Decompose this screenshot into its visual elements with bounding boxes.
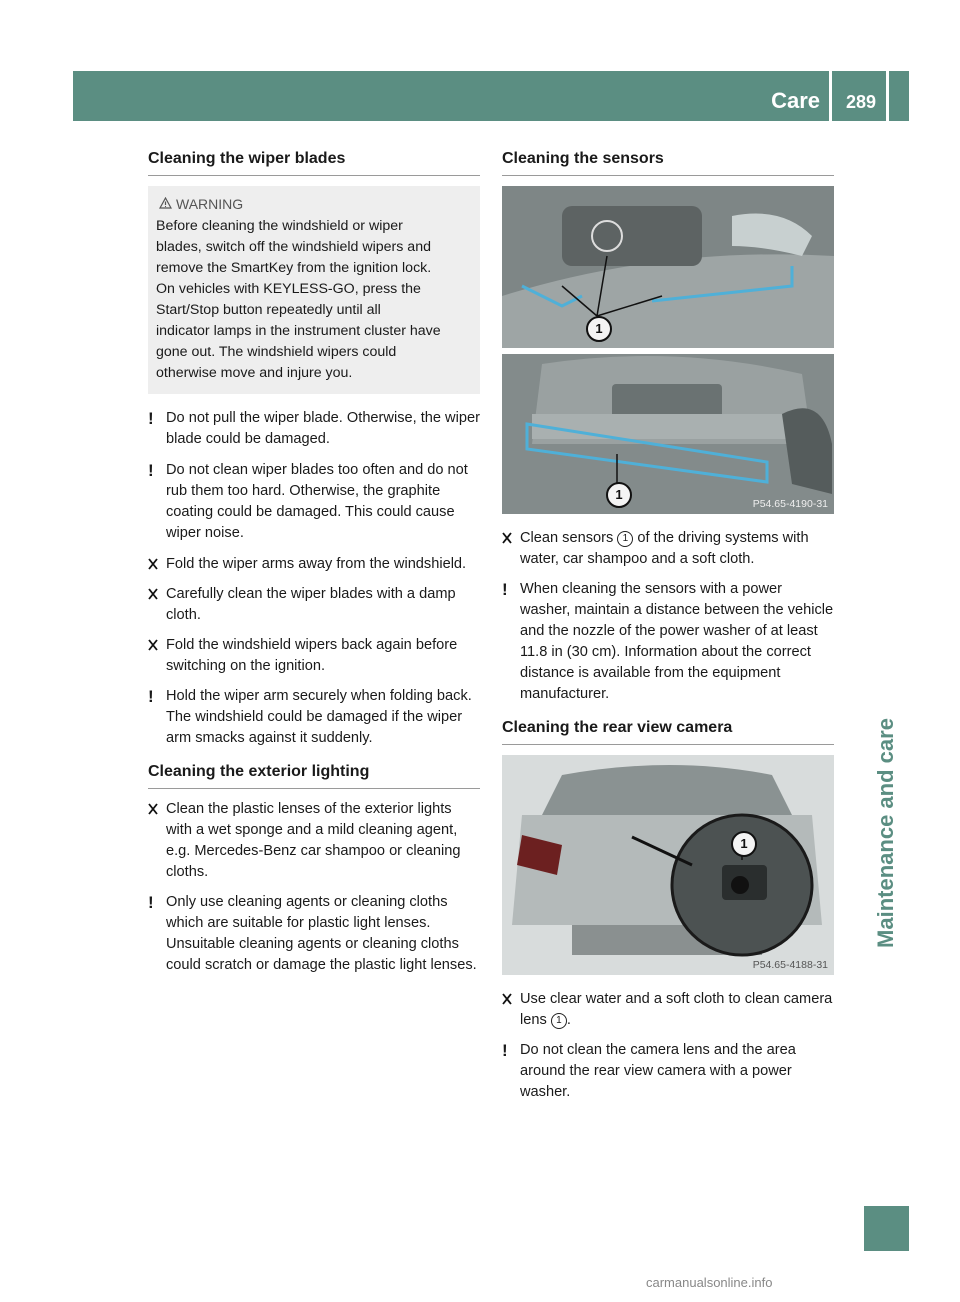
exclamation-icon: ! <box>148 461 154 480</box>
footer-watermark: carmanualsonline.info <box>646 1275 773 1290</box>
exclamation-icon: ! <box>502 580 508 599</box>
section-heading-sensors: Cleaning the sensors <box>502 150 834 176</box>
warning-triangle-icon <box>159 196 172 212</box>
step-text: Carefully clean the wiper blades with a damp cloth. <box>166 586 456 623</box>
step-text: Fold the wiper arms away from the windshield. <box>166 556 467 572</box>
note-text: Do not clean the camera lens and the area around the rear view camera with a power washer. <box>520 1042 796 1100</box>
step-arrow-icon <box>148 803 158 815</box>
exclamation-icon: ! <box>148 893 154 912</box>
instruction-step <box>148 635 480 677</box>
front-bumper-image <box>502 186 834 348</box>
step-text-part: Use clear water and a soft cloth to clean camera lens <box>520 991 833 1028</box>
note-text: When cleaning the sensors with a power washer, maintain a distance between the vehicle and the nozzle of the power washer of at least 11.8 in (30 cm). Information about the correct distance is available from the equipment manufacturer. <box>520 581 834 702</box>
step-text-part: Clean sensors <box>520 530 614 546</box>
caution-note <box>148 408 480 450</box>
step-arrow-icon <box>148 639 158 651</box>
exclamation-icon: ! <box>148 409 154 428</box>
callout-ref: 1 <box>551 1013 567 1029</box>
step-text <box>520 989 834 1031</box>
step-arrow-icon <box>148 588 158 600</box>
callout-ref: 1 <box>617 531 633 547</box>
note-text: Only use cleaning agents or cleaning cloths which are suitable for plastic light lenses. Unsuitable cleaning agents or cleaning cloths could scratch or damage the plastic light lenses. <box>166 894 477 973</box>
warning-line: On vehicles with KEYLESS-GO, press the <box>156 281 421 297</box>
warning-line: otherwise move and injure you. <box>156 365 353 381</box>
warning-header <box>159 196 474 212</box>
instruction-step <box>502 989 834 1031</box>
section-heading-camera: Cleaning the rear view camera <box>502 719 834 745</box>
callout-1: 1 <box>731 831 757 857</box>
side-tab-label: Maintenance and care <box>873 718 898 948</box>
header-separator <box>829 71 832 121</box>
caution-note <box>502 579 834 705</box>
callout-1: 1 <box>586 316 612 342</box>
warning-label: WARNING <box>176 196 244 212</box>
right-column <box>502 150 834 1113</box>
instruction-step <box>148 799 480 883</box>
warning-line: Start/Stop button repeatedly until all <box>156 302 381 318</box>
note-text: Hold the wiper arm securely when folding back. The windshield could be damaged if the wiper arm smacks against it suddenly. <box>166 688 472 746</box>
rear-camera-image <box>502 755 834 975</box>
exclamation-icon: ! <box>148 687 154 706</box>
caution-note <box>502 1040 834 1103</box>
warning-line: Before cleaning the windshield or wiper <box>156 218 403 234</box>
page-number: 289 <box>845 92 877 112</box>
step-text: Fold the windshield wipers back again before switching on the ignition. <box>166 637 458 674</box>
section-heading-wiper: Cleaning the wiper blades <box>148 150 480 176</box>
step-text-part: . <box>566 1012 571 1028</box>
callout-1: 1 <box>606 482 632 508</box>
step-text: Clean the plastic lenses of the exterior lights with a wet sponge and a mild cleaning agent, e.g. Mercedes-Benz car shampoo or cleaning cloths. <box>166 801 461 880</box>
step-text-part: of the driving systems with water, car shampoo and a soft cloth. <box>520 530 809 567</box>
rear-bumper-image <box>502 354 834 514</box>
image-code: P54.65-4190-31 <box>752 498 828 510</box>
caution-note <box>148 686 480 749</box>
side-tab <box>866 700 906 1000</box>
step-arrow-icon <box>148 558 158 570</box>
warning-line: remove the SmartKey from the ignition lock. <box>156 260 432 276</box>
section-heading-lighting: Cleaning the exterior lighting <box>148 763 480 789</box>
instruction-step <box>502 528 834 570</box>
step-arrow-icon <box>502 532 512 544</box>
exclamation-icon: ! <box>502 1041 508 1060</box>
step-text <box>520 528 834 570</box>
warning-line: indicator lamps in the instrument cluster have <box>156 323 441 339</box>
instruction-step <box>148 584 480 626</box>
left-column <box>148 150 480 986</box>
instruction-step <box>148 554 480 575</box>
chapter-title: Care <box>771 88 820 113</box>
note-text: Do not clean wiper blades too often and do not rub them too hard. Otherwise, the graphite coating could be damaged. This could cause wiper noise. <box>166 462 468 541</box>
image-code: P54.65-4188-31 <box>752 959 828 971</box>
warning-box <box>148 186 480 394</box>
caution-note <box>148 460 480 544</box>
header-bar <box>73 71 886 121</box>
step-arrow-icon <box>502 993 512 1005</box>
caution-note <box>148 892 480 976</box>
note-text: Do not pull the wiper blade. Otherwise, the wiper blade could be damaged. <box>166 410 480 447</box>
side-tab-marker <box>864 1206 909 1251</box>
warning-line: gone out. The windshield wipers could <box>156 344 397 360</box>
warning-line: blades, switch off the windshield wipers and <box>156 239 431 255</box>
header-tab <box>889 71 909 121</box>
